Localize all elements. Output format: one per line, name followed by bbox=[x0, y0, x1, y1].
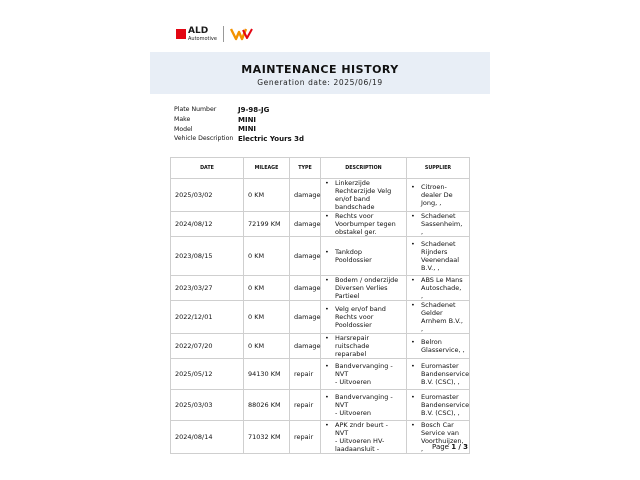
cell-mileage: 72199 KM bbox=[244, 212, 290, 237]
cell-supplier bbox=[407, 390, 470, 421]
page-indicator bbox=[432, 443, 468, 451]
description-line: Velg en/of band bbox=[335, 305, 386, 313]
cell-mileage: 0 KM bbox=[244, 179, 290, 212]
cell-mileage: 0 KM bbox=[244, 301, 290, 334]
cell-description bbox=[321, 421, 407, 454]
supplier-line: Bandenservice bbox=[421, 370, 470, 378]
cell-date: 2025/05/12 bbox=[171, 359, 244, 390]
page-current: 1 bbox=[451, 443, 457, 451]
cell-type: damage bbox=[290, 276, 321, 301]
supplier-bullet-item bbox=[411, 240, 465, 272]
description-bullet-item bbox=[325, 305, 402, 329]
table-row bbox=[171, 179, 470, 212]
supplier-lines bbox=[421, 183, 465, 207]
supplier-line: Schadenet bbox=[421, 212, 456, 220]
bullet-icon: • bbox=[411, 183, 415, 191]
table-row bbox=[171, 276, 470, 301]
cell-supplier bbox=[407, 237, 470, 276]
vehicle-info-label: Make bbox=[174, 116, 191, 124]
supplier-line: B.V. (CSC), , bbox=[421, 378, 460, 386]
supplier-line: Belron bbox=[421, 338, 442, 346]
description-lines bbox=[335, 421, 402, 453]
bullet-icon: • bbox=[325, 393, 329, 401]
bullet-icon: • bbox=[325, 362, 329, 370]
description-line: - Uitvoeren bbox=[335, 378, 371, 386]
bullet-icon: • bbox=[411, 393, 415, 401]
supplier-line: Veenendaal bbox=[421, 256, 460, 264]
vehicle-info-row bbox=[174, 115, 304, 125]
supplier-line: Schadenet bbox=[421, 301, 456, 309]
supplier-lines bbox=[421, 362, 469, 386]
title-band bbox=[150, 52, 490, 94]
description-line: Linkerzijde bbox=[335, 179, 370, 187]
supplier-lines bbox=[421, 338, 465, 354]
vehicle-info-value: Electric Yours 3d bbox=[238, 134, 305, 143]
supplier-lines bbox=[421, 393, 469, 417]
cell-description bbox=[321, 334, 407, 359]
description-lines bbox=[335, 212, 402, 236]
description-bullet-item bbox=[325, 393, 402, 417]
description-line: Bodem / onderzijde bbox=[335, 276, 399, 284]
description-line: APK zndr beurt - bbox=[335, 421, 388, 429]
bullet-icon: • bbox=[411, 276, 415, 284]
supplier-line: Euromaster bbox=[421, 393, 459, 401]
description-lines bbox=[335, 276, 402, 300]
cell-supplier bbox=[407, 179, 470, 212]
description-line: en/of band bbox=[335, 195, 370, 203]
cell-supplier bbox=[407, 359, 470, 390]
supplier-line: Bosch Car bbox=[421, 421, 454, 429]
ald-logo-text bbox=[188, 27, 217, 42]
description-line: Bandvervanging - bbox=[335, 362, 393, 370]
table-header-row bbox=[171, 158, 470, 179]
page-total: 3 bbox=[463, 443, 468, 451]
cell-date: 2025/03/02 bbox=[171, 179, 244, 212]
vehicle-info-label: Plate Number bbox=[174, 106, 217, 114]
cell-mileage: 88026 KM bbox=[244, 390, 290, 421]
cell-type: repair bbox=[290, 390, 321, 421]
column-header-description: DESCRIPTION bbox=[321, 158, 407, 179]
supplier-line: Service van bbox=[421, 429, 460, 437]
maintenance-table bbox=[170, 157, 470, 454]
cell-supplier bbox=[407, 276, 470, 301]
cell-date: 2023/03/27 bbox=[171, 276, 244, 301]
supplier-lines bbox=[421, 212, 465, 236]
cell-description bbox=[321, 276, 407, 301]
description-line: Bandvervanging - bbox=[335, 393, 393, 401]
cell-description bbox=[321, 179, 407, 212]
page-prefix: Page bbox=[432, 443, 449, 451]
description-lines bbox=[335, 248, 402, 264]
cell-type: damage bbox=[290, 179, 321, 212]
supplier-line: Schadenet bbox=[421, 240, 456, 248]
cell-type: damage bbox=[290, 237, 321, 276]
table-row bbox=[171, 390, 470, 421]
supplier-line: Jong, , bbox=[421, 199, 442, 207]
description-bullet-item bbox=[325, 334, 402, 358]
description-line: Diversen Verlies bbox=[335, 284, 388, 292]
column-header-date: DATE bbox=[171, 158, 244, 179]
description-line: Rechterzijde Velg bbox=[335, 187, 392, 195]
cell-type: damage bbox=[290, 334, 321, 359]
generation-date: Generation date: 2025/06/19 bbox=[257, 78, 383, 87]
cell-description bbox=[321, 301, 407, 334]
supplier-line: Glasservice, , bbox=[421, 346, 465, 354]
cell-type: damage bbox=[290, 301, 321, 334]
ald-name: ALD bbox=[188, 25, 209, 36]
description-lines bbox=[335, 362, 402, 386]
w-logo-icon bbox=[230, 27, 254, 41]
ald-logo-icon bbox=[176, 29, 186, 39]
vehicle-info-value: MINI bbox=[238, 125, 257, 134]
description-line: Harsrepair bbox=[335, 334, 370, 342]
cell-mileage: 0 KM bbox=[244, 334, 290, 359]
description-line: Rechts voor bbox=[335, 313, 374, 321]
description-line: NVT bbox=[335, 401, 349, 409]
supplier-line: Autoschade, , bbox=[421, 284, 462, 300]
vehicle-info-label: Vehicle Description bbox=[174, 135, 234, 143]
supplier-line: Rijnders bbox=[421, 248, 448, 256]
description-lines bbox=[335, 334, 402, 358]
cell-mileage: 71032 KM bbox=[244, 421, 290, 454]
table-row bbox=[171, 212, 470, 237]
cell-description bbox=[321, 212, 407, 237]
description-line: Rechts voor bbox=[335, 212, 374, 220]
cell-type: damage bbox=[290, 212, 321, 237]
table-body bbox=[171, 179, 470, 454]
supplier-line: Arnhem B.V., , bbox=[421, 317, 463, 333]
description-line: Partieel bbox=[335, 292, 360, 300]
page-separator: / bbox=[458, 443, 461, 451]
cell-type: repair bbox=[290, 421, 321, 454]
bullet-icon: • bbox=[411, 240, 415, 248]
description-line: obstakel ger. bbox=[335, 228, 377, 236]
supplier-bullet-item bbox=[411, 338, 465, 354]
description-bullet-item bbox=[325, 179, 402, 211]
description-line: Voorbumper tegen bbox=[335, 220, 396, 228]
description-line: - Uitvoeren HV- bbox=[335, 437, 385, 445]
supplier-line: dealer De bbox=[421, 191, 453, 199]
supplier-line: B.V., , bbox=[421, 264, 440, 272]
supplier-line: Bandenservice bbox=[421, 401, 470, 409]
description-bullet-item bbox=[325, 362, 402, 386]
column-header-supplier: SUPPLIER bbox=[407, 158, 470, 179]
description-lines bbox=[335, 305, 402, 329]
bullet-icon: • bbox=[411, 212, 415, 220]
description-line: Pooldossier bbox=[335, 256, 372, 264]
description-bullet-item bbox=[325, 421, 402, 453]
description-bullet-item bbox=[325, 212, 402, 236]
table-row bbox=[171, 301, 470, 334]
column-header-type: TYPE bbox=[290, 158, 321, 179]
supplier-bullet-item bbox=[411, 301, 465, 333]
bullet-icon: • bbox=[325, 305, 329, 313]
vehicle-info-row bbox=[174, 124, 304, 134]
cell-supplier bbox=[407, 334, 470, 359]
cell-supplier bbox=[407, 212, 470, 237]
description-line: laadaansluit - bbox=[335, 445, 380, 453]
vehicle-info bbox=[174, 105, 304, 144]
supplier-line: Euromaster bbox=[421, 362, 459, 370]
vehicle-info-row bbox=[174, 134, 304, 144]
vehicle-info-value: J9-98-JG bbox=[238, 105, 270, 114]
page-title: MAINTENANCE HISTORY bbox=[241, 63, 399, 76]
bullet-icon: • bbox=[325, 248, 329, 256]
description-lines bbox=[335, 393, 402, 417]
supplier-lines bbox=[421, 276, 465, 300]
vehicle-info-value: MINI bbox=[238, 115, 257, 124]
cell-mileage: 0 KM bbox=[244, 276, 290, 301]
supplier-line: Sassenheim, , bbox=[421, 220, 463, 236]
bullet-icon: • bbox=[411, 301, 415, 309]
description-line: ruitschade reparabel bbox=[335, 342, 370, 358]
vehicle-info-row bbox=[174, 105, 304, 115]
table-row bbox=[171, 421, 470, 454]
description-bullet-item bbox=[325, 276, 402, 300]
supplier-bullet-item bbox=[411, 362, 470, 386]
cell-description bbox=[321, 237, 407, 276]
column-header-mileage: MILEAGE bbox=[244, 158, 290, 179]
bullet-icon: • bbox=[325, 276, 329, 284]
description-line: Pooldossier bbox=[335, 321, 372, 329]
header-logos bbox=[176, 24, 254, 44]
description-line: NVT bbox=[335, 429, 349, 437]
supplier-bullet-item bbox=[411, 183, 465, 207]
ald-sub: Automotive bbox=[188, 35, 217, 42]
vehicle-info-label: Model bbox=[174, 125, 193, 133]
table-row bbox=[171, 237, 470, 276]
cell-mileage: 94130 KM bbox=[244, 359, 290, 390]
description-line: NVT bbox=[335, 370, 349, 378]
cell-description bbox=[321, 359, 407, 390]
bullet-icon: • bbox=[325, 179, 329, 187]
cell-date: 2022/07/20 bbox=[171, 334, 244, 359]
table-row bbox=[171, 359, 470, 390]
supplier-line: Gelder bbox=[421, 309, 443, 317]
bullet-icon: • bbox=[411, 362, 415, 370]
cell-date: 2024/08/12 bbox=[171, 212, 244, 237]
bullet-icon: • bbox=[411, 338, 415, 346]
table-row bbox=[171, 334, 470, 359]
supplier-bullet-item bbox=[411, 212, 465, 236]
description-bullet-item bbox=[325, 248, 402, 264]
cell-supplier bbox=[407, 301, 470, 334]
bullet-icon: • bbox=[411, 421, 415, 429]
bullet-icon: • bbox=[325, 421, 329, 429]
supplier-bullet-item bbox=[411, 276, 465, 300]
cell-date: 2023/08/15 bbox=[171, 237, 244, 276]
supplier-line: Citroen- bbox=[421, 183, 447, 191]
description-line: - Uitvoeren bbox=[335, 409, 371, 417]
description-line: bandschade bbox=[335, 203, 375, 211]
cell-mileage: 0 KM bbox=[244, 237, 290, 276]
cell-type: repair bbox=[290, 359, 321, 390]
supplier-bullet-item bbox=[411, 393, 470, 417]
description-lines bbox=[335, 179, 402, 211]
bullet-icon: • bbox=[325, 334, 329, 342]
cell-description bbox=[321, 390, 407, 421]
cell-date: 2025/03/03 bbox=[171, 390, 244, 421]
cell-date: 2022/12/01 bbox=[171, 301, 244, 334]
logo-divider bbox=[223, 26, 224, 42]
supplier-line: ABS Le Mans bbox=[421, 276, 463, 284]
supplier-line: Voorthuijzen, , bbox=[421, 437, 464, 453]
supplier-lines bbox=[421, 301, 465, 333]
cell-date: 2024/08/14 bbox=[171, 421, 244, 454]
bullet-icon: • bbox=[325, 212, 329, 220]
supplier-lines bbox=[421, 240, 465, 272]
description-line: Tankdop bbox=[335, 248, 362, 256]
supplier-line: B.V. (CSC), , bbox=[421, 409, 460, 417]
